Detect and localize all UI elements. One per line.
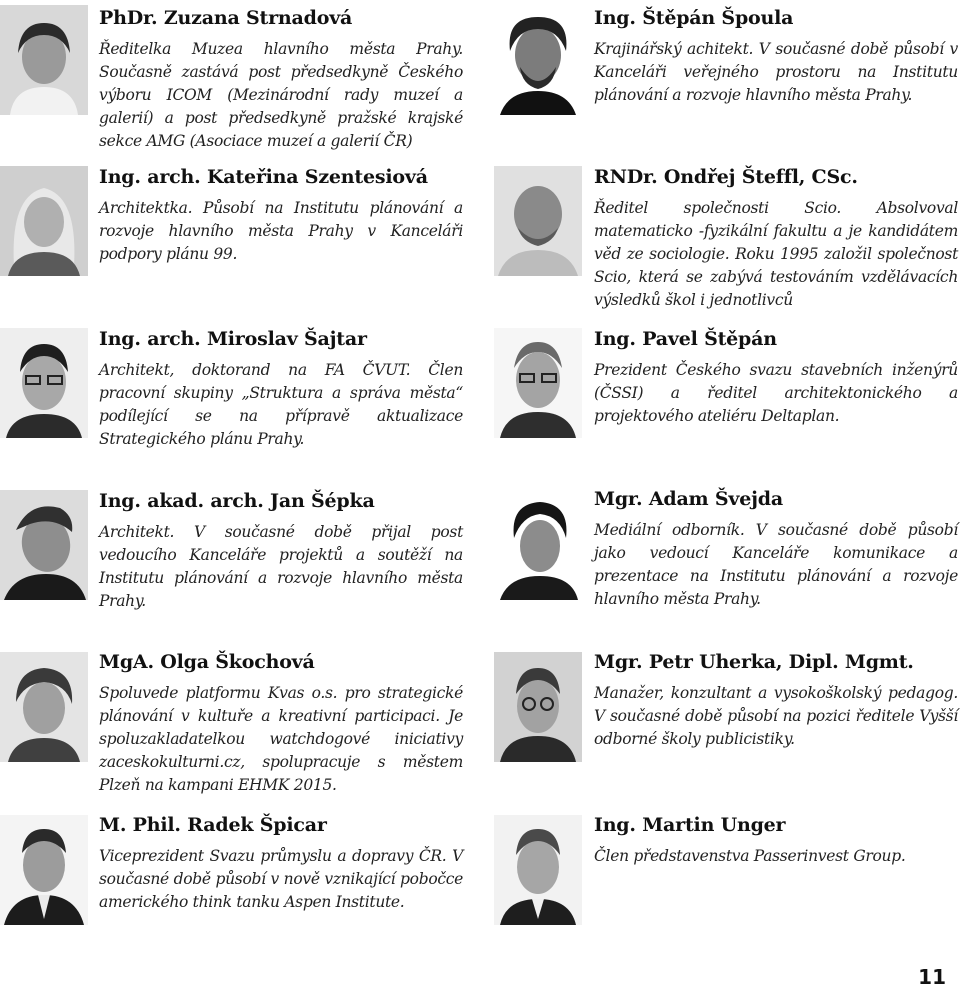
person-description: Spoluvede platformu Kvas o.s. pro strategické plánování v kultuře a kreativní participaci. Je spoluzakladatelkou watchdogové iniciativy zaceskokulturni.cz, spolupracuje s městem Plzeň na kampani EHMK 2015.	[99, 684, 463, 794]
person-name: Ing. akad. arch. Jan Šépka	[99, 490, 375, 512]
portrait-photo	[0, 490, 88, 600]
person-name: PhDr. Zuzana Strnadová	[99, 7, 353, 29]
person-description: Krajinářský achitekt. V současné době působí v Kanceláři veřejného prostoru na Institutu plánování a rozvoje hlavního města Prahy.	[594, 40, 958, 104]
person-name: M. Phil. Radek Špicar	[99, 814, 327, 836]
portrait-photo	[494, 815, 582, 925]
person-description: Mediální odborník. V současné době působí jako vedoucí Kanceláře komunikace a prezentace na Institutu plánování a rozvoje hlavního města Prahy.	[594, 521, 958, 608]
person-description: Ředitel společnosti Scio. Absolvoval matematicko -fyzikální fakultu a je kandidátem věd ze sociologie. Roku 1995 založil společnost Scio, která se zabývá testováním vzdělávacích výsledků škol i jednotlivců	[594, 199, 958, 309]
person-name: MgA. Olga Škochová	[99, 651, 315, 673]
person-description: Prezident Českého svazu stavebních inženýrů (ČSSI) a ředitel architektonického a projektového ateliéru Deltaplan.	[594, 361, 958, 425]
person-name: Ing. arch. Miroslav Šajtar	[99, 328, 367, 350]
person-name: Mgr. Petr Uherka, Dipl. Mgmt.	[594, 651, 914, 673]
person-name: Mgr. Adam Švejda	[594, 488, 783, 510]
person-description: Architekt. V současné době přijal post vedoucího Kanceláře projektů a soutěží na Institutu plánování a rozvoje hlavního města Prahy.	[99, 523, 463, 610]
portrait-photo	[0, 652, 88, 762]
person-description: Ředitelka Muzea hlavního města Prahy. Současně zastává post předsedkyně Českého výboru ICOM (Mezinárodní rady muzeí a galerií) a post předsedkyně pražské krajské sekce AMG (Asociace muzeí a galerií ČR)	[99, 40, 463, 150]
portrait-photo	[0, 5, 88, 115]
person-description: Architektka. Působí na Institutu plánování a rozvoje hlavního města Prahy v Kanceláři podpory plánu 99.	[99, 199, 463, 263]
person-name: Ing. Pavel Štěpán	[594, 328, 777, 350]
portrait-photo	[0, 166, 88, 276]
portrait-photo	[0, 328, 88, 438]
person-name: RNDr. Ondřej Šteffl, CSc.	[594, 166, 858, 188]
person-name: Ing. Štěpán Špoula	[594, 7, 794, 29]
portrait-photo	[494, 5, 582, 115]
portrait-photo	[494, 166, 582, 276]
person-name: Ing. Martin Unger	[594, 814, 786, 836]
person-description: Viceprezident Svazu průmyslu a dopravy ČR. V současné době působí v nově vznikající pobočce amerického think tanku Aspen Institute.	[99, 847, 463, 911]
person-description: Architekt, doktorand na FA ČVUT. Člen pracovní skupiny „Struktura a správa města“ podílející se na přípravě aktualizace Strategického plánu Prahy.	[99, 361, 463, 448]
page-number: 11	[918, 965, 946, 989]
portrait-photo	[494, 652, 582, 762]
person-description: Člen představenstva Passerinvest Group.	[594, 847, 906, 865]
portrait-photo	[494, 490, 582, 600]
portrait-photo	[0, 815, 88, 925]
person-name: Ing. arch. Kateřina Szentesiová	[99, 166, 428, 188]
portrait-photo	[494, 328, 582, 438]
person-description: Manažer, konzultant a vysokoškolský pedagog. V současné době působí na pozici ředitele Vyšší odborné školy publicistiky.	[594, 684, 958, 748]
